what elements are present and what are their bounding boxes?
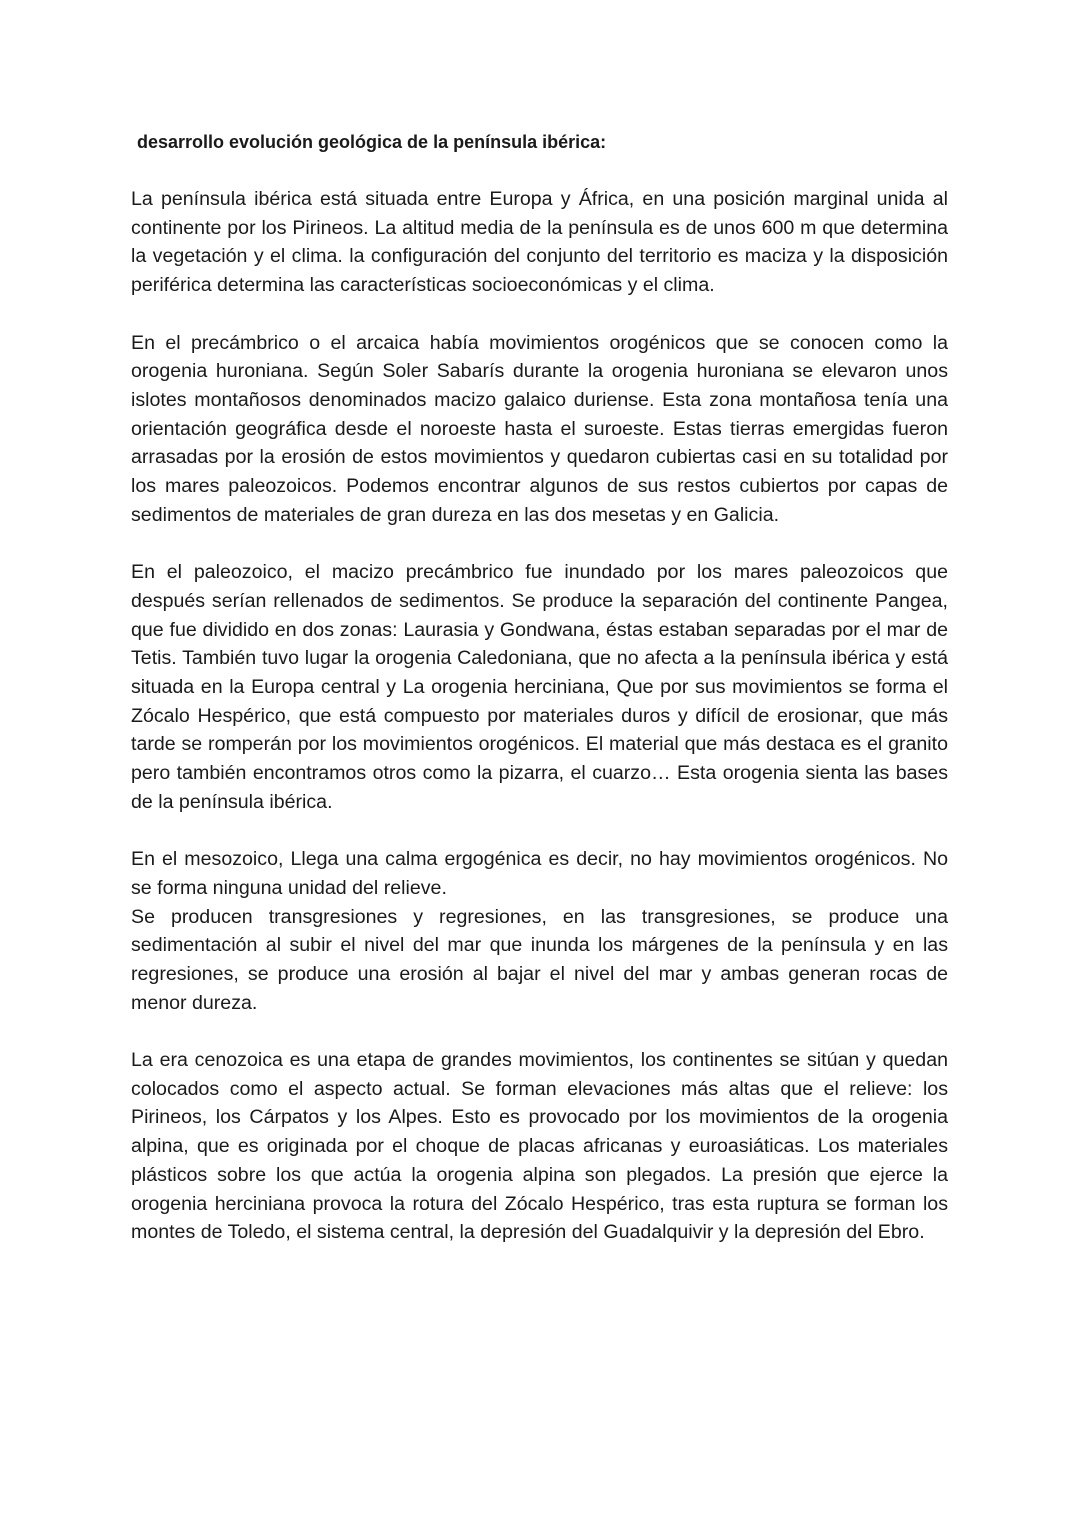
document-title: desarrollo evolución geológica de la península ibérica: [137,132,607,152]
paragraph-mesozoic: En el mesozoico, Llega una calma ergogénica es decir, no hay movimientos orogénicos. No se forma ninguna unidad del relieve. [131,848,948,899]
paragraph-cenozoic: La era cenozoica es una etapa de grandes movimientos, los continentes se sitúan y quedan colocados como el aspecto actual. Se forman elevaciones más altas que el relieve: los Pirineos, los Cárpatos y los Alpes. Esto es provocado por los movimientos de la orogenia alpina, que es originada por el choque de placas africanas y euroasiáticas. Los materiales plásticos sobre los que actúa la orogenia alpina son plegados. La presión que ejerce la orogenia herciniana provoca la rotura del Zócalo Hespérico, tras esta ruptura se forman los montes de Toledo, el sistema central, la depresión del Guadalquivir y la depresión del Ebro. [131,1049,948,1244]
paragraph-precambrian: En el precámbrico o el arcaica había movimientos orogénicos que se conocen como la orogenia huroniana. Según Soler Sabarís durante la orogenia huroniana se elevaron unos islotes montañosos denominados macizo galaico duriense. Esta zona montañosa tenía una orientación geográfica desde el noroeste hasta el suroeste. Estas tierras emergidas fueron arrasadas por la erosión de estos movimientos y quedaron cubiertas casi en su totalidad por los mares paleozoicos. Podemos encontrar algunos de sus restos cubiertos por capas de sedimentos de materiales de gran dureza en las dos mesetas y en Galicia. [131,331,948,526]
paragraph-transgressions: Se producen transgresiones y regresiones, en las transgresiones, se produce una sedimentación al subir el nivel del mar que inunda los márgenes de la península y en las regresiones, se produce una erosión al bajar el nivel del mar y ambas generan rocas de menor dureza. [131,905,948,1014]
document-page [131,128,948,1276]
paragraph-introduction: La península ibérica está situada entre Europa y África, en una posición marginal unida al continente por los Pirineos. La altitud media de la península es de unos 600 m que determina la vegetación y el clima. la configuración del conjunto del territorio es maciza y la disposición periférica determina las características socioeconómicas y el clima. [131,188,948,297]
paragraph-paleozoic: En el paleozoico, el macizo precámbrico fue inundado por los mares paleozoicos que después serían rellenados de sedimentos. Se produce la separación del continente Pangea, que fue dividido en dos zonas: Laurasia y Gondwana, éstas estaban separadas por el mar de Tetis. También tuvo lugar la orogenia Caledoniana, que no afecta a la península ibérica y está situada en la Europa central y La orogenia herciniana, Que por sus movimientos se forma el Zócalo Hespérico, que está compuesto por materiales duros y difícil de erosionar, que más tarde se romperán por los movimientos orogénicos. El material que más destaca es el granito pero también encontramos otros como la pizarra, el cuarzo… Esta orogenia sienta las bases de la península ibérica. [131,561,948,813]
